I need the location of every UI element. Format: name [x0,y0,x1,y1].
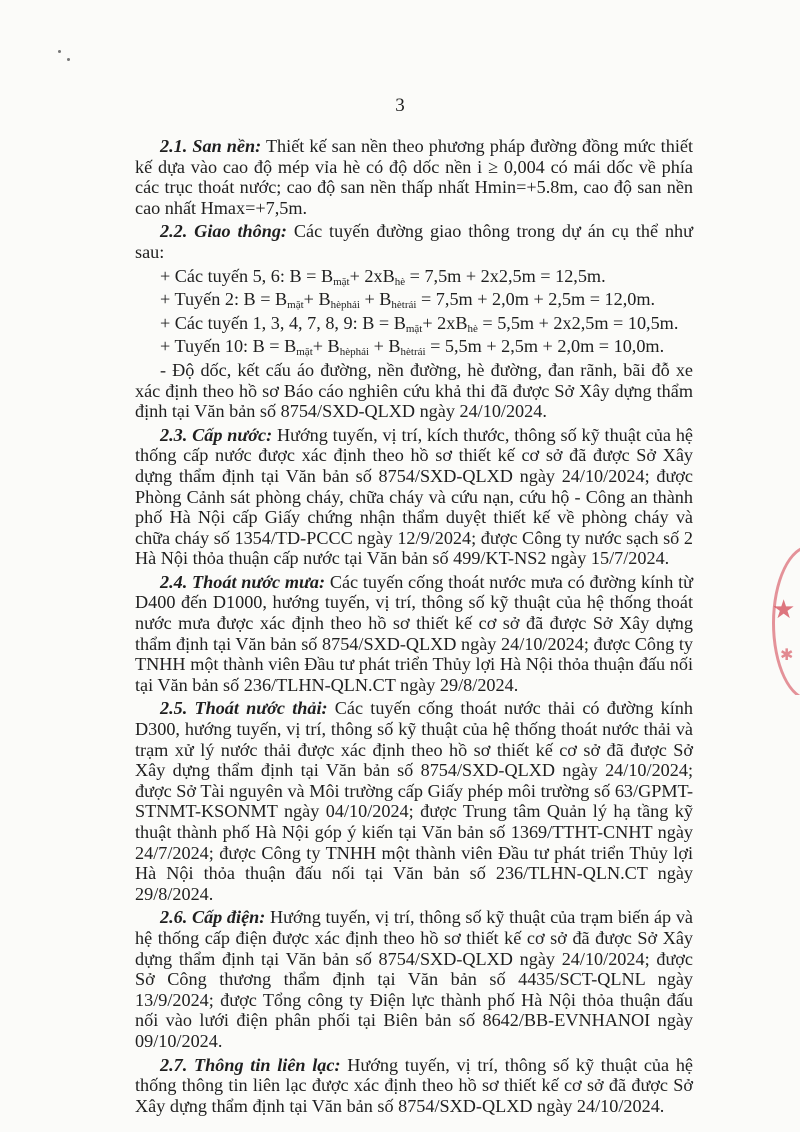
section-heading: 2.2. Giao thông: [160,221,287,242]
document-body [135,136,693,1119]
section-thoat-nuoc-thai [135,698,693,904]
section-text: Hướng tuyến, vị trí, thông số kỹ thuật của hệ thống thông tin liên lạc được xác định theo hồ sơ thiết kế cơ sở đã được Sở Xây dựng thẩm định tại Văn bản số 8754/SXD-QLXD ngày 24/10/2024. [135,1054,693,1116]
road-formula: + Các tuyến 5, 6: $B = B_{mặt}+ 2xB_{hè} = 7,5m + 2x2,5m = 12,5m$. [160,265,606,288]
section-heading: 2.5. Thoát nước thải: [160,698,328,719]
scan-speck [67,58,70,61]
star-icon: ★ [772,595,796,624]
section-text: Các tuyến cống thoát nước mưa có đường kính từ D400 đến D1000, hướng tuyến, vị trí, thông số kỹ thuật của hệ thống thoát nước mưa được xác định theo hồ sơ thiết kế cơ sở đã được Sở Xây dựng thẩm định tại Văn bản số 8754/SXD-QLXD ngày 24/10/2024; được Công ty TNHH một thành viên Đầu tư phát triển Thủy lợi Hà Nội thỏa thuận đấu nối tại Văn bản số 236/TLHN-QLN.CT ngày 29/8/2024. [135,571,693,695]
scan-speck [58,50,61,53]
section-heading: 2.7. Thông tin liên lạc: [160,1054,341,1075]
section-text: Hướng tuyến, vị trí, kích thước, thông số kỹ thuật của hệ thống cấp nước được xác định theo hồ sơ thiết kế cơ sở đã được Sở Xây dựng thẩm định tại Văn bản số 8754/SXD-QLXD ngày 24/10/2024; được Phòng Cảnh sát phòng cháy, chữa cháy và cứu nạn, cứu hộ - Công an thành phố Hà Nội cấp Giấy chứng nhận thẩm duyệt thiết kế về phòng cháy và chữa cháy số 1354/TD-PCCC ngày 12/9/2024; được Công ty nước sạch số 2 Hà Nội thỏa thuận cấp nước tại Văn bản số 499/KT-NS2 ngày 15/7/2024. [135,424,693,569]
road-formula: + Tuyến 2: $B = B_{mặt}+ B_{hèphải} + B_{hètrái} = 7,5m + 2,0m + 2,5m = 12,0m$. [160,289,656,312]
section-thoat-nuoc-mua [135,572,693,696]
page-number: 3 [395,95,405,116]
red-seal-stamp [764,545,800,695]
section-giao-thong [135,221,693,262]
section-text: Các tuyến cống thoát nước thải có đường kính D300, hướng tuyến, vị trí, thông số kỹ thuật của hệ thống thoát nước thải và trạm xử lý nước thải được xác định theo hồ sơ thiết kế cơ sở đã được Sở Xây dựng thẩm định tại Văn bản số 8754/SXD-QLXD ngày 24/10/2024; được Sở Tài nguyên và Môi trường cấp Giấy phép môi trường số 63/GPMT-STNMT-KSONMT ngày 04/10/2024; được Trung tâm Quản lý hạ tầng kỹ thuật thành phố Hà Nội góp ý kiến tại Văn bản số 1369/TTHT-CNHT ngày 24/7/2024; được Công ty TNHH một thành viên Đầu tư phát triển Thủy lợi Hà Nội thỏa thuận đấu nối tại Văn bản số 236/TLHN-QLN.CT ngày 29/8/2024. [135,698,693,904]
section-cap-dien [135,907,693,1051]
road-formula: + Tuyến 10: $B = B_{mặt}+ B_{hèphải} + B_{hètrái} = 5,5m + 2,5m + 2,0m = 10,0m$. [160,336,665,359]
section-heading: 2.4. Thoát nước mưa: [160,571,326,592]
road-formula: + Các tuyến 1, 3, 4, 7, 8, 9: $B = B_{mặt}+ 2xB_{hè} = 5,5m + 2x2,5m = 10,5m$. [160,312,679,335]
section-heading: 2.1. San nền: [160,136,262,156]
section-heading: 2.6. Cấp điện: [160,907,266,928]
section-heading: 2.3. Cấp nước: [160,424,273,445]
section-san-nen [135,136,693,218]
giao-thong-note: - Độ dốc, kết cấu áo đường, nền đường, hè đường, đan rãnh, bãi đỗ xe xác định theo hồ sơ Báo cáo nghiên cứu khả thi đã được Sở Xây dựng thẩm định tại Văn bản số 8754/SXD-QLXD ngày 24/10/2024. [135,359,693,422]
section-text: Thiết kế san nền theo phương pháp đường đồng mức thiết kế dựa vào cao độ mép vỉa hè có độ dốc nền i ≥ 0,004 có mái dốc về phía các trục thoát nước; cao độ san nền thấp nhất Hmin=+5.8m, cao độ san nền cao nhất Hmax=+7,5m. [135,136,694,218]
section-text: Các tuyến đường giao thông trong dự án cụ thể như sau: [135,221,693,262]
section-thong-tin-lien-lac [135,1055,693,1117]
seal-mark: ✱ [780,647,794,664]
section-text: Hướng tuyến, vị trí, thông số kỹ thuật của trạm biến áp và hệ thống cấp điện được xác định theo hồ sơ thiết kế cơ sở đã được Sở Xây dựng thẩm định tại Văn bản số 8754/SXD-QLXD ngày 24/10/2024; được Sở Công thương thẩm định tại Văn bản số 4435/SCT-QLNL ngày 13/9/2024; được Tổng công ty Điện lực thành phố Hà Nội thỏa thuận đấu nối vào lưới điện phân phối tại Biên bản số 8642/BB-EVNHANOI ngày 09/10/2024. [135,907,693,1051]
section-cap-nuoc [135,425,693,569]
